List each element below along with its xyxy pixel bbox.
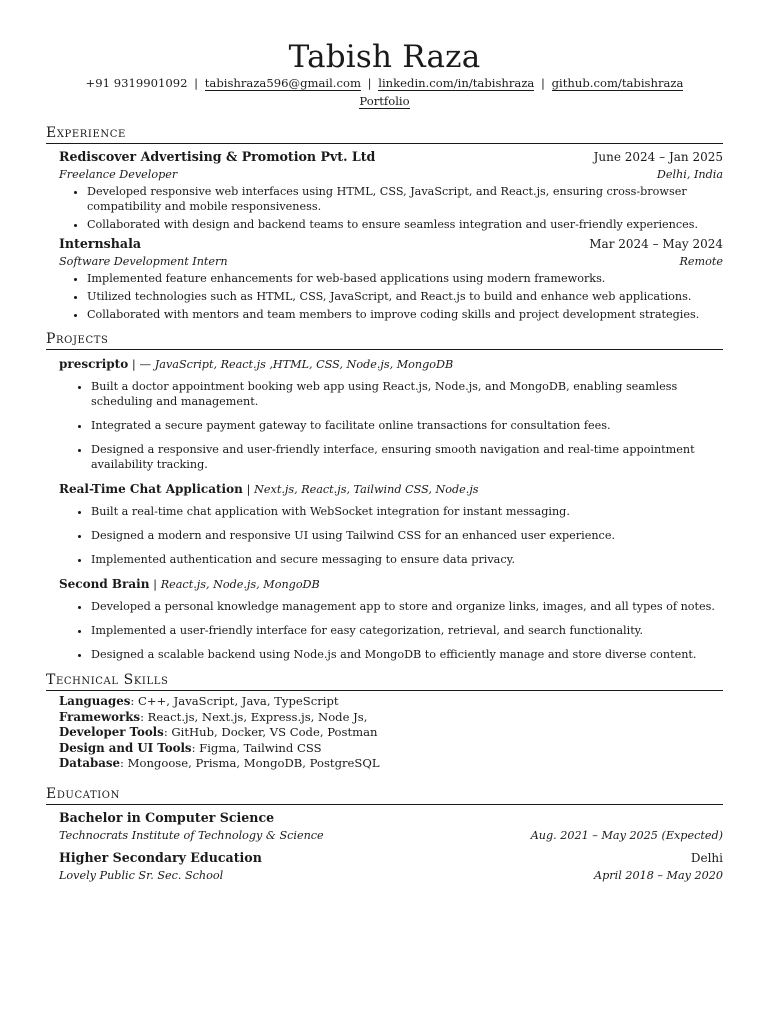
skill-value: : Mongoose, Prisma, MongoDB, PostgreSQL: [120, 756, 380, 770]
bullet-item: • Designed a modern and responsive UI using Tailwind CSS for an enhanced user experience.: [91, 528, 723, 543]
resume-page: [46, 40, 723, 884]
degree-name: Bachelor in Computer Science: [59, 809, 275, 825]
project-bullets: [59, 599, 723, 662]
project-bullets: [59, 379, 723, 472]
education-section-title: Education: [46, 785, 723, 805]
skills-section-title: Technical Skills: [46, 671, 723, 691]
job-location: Delhi, India: [656, 168, 723, 181]
project-entry: [46, 481, 723, 567]
skill-value: : React.js, Next.js, Express.js, Node Js,: [140, 709, 368, 724]
degree-name: Higher Secondary Education: [59, 849, 262, 865]
education-dates: Aug. 2021 – May 2025 (Expected): [530, 828, 723, 842]
skill-row: [59, 710, 723, 726]
project-bullets: [59, 504, 723, 567]
project-heading: [59, 576, 723, 593]
skill-label: Developer Tools: [59, 725, 164, 739]
bullet-item: • Built a doctor appointment booking web app using React.js, Node.js, and MongoDB, enabling seamless scheduling and management.: [91, 379, 723, 409]
skill-value: : C++, JavaScript, Java, TypeScript: [130, 694, 339, 708]
contact-line: [46, 74, 723, 110]
school-name: Lovely Public Sr. Sec. School: [59, 868, 224, 882]
project-heading: [59, 481, 723, 498]
company-name: Rediscover Advertising & Promotion Pvt. Ltd: [59, 149, 376, 164]
education-location: Delhi: [690, 850, 723, 865]
project-separator: |: [246, 482, 251, 496]
portfolio-link[interactable]: Portfolio: [359, 94, 410, 108]
skill-row: [59, 756, 723, 772]
bullet-item: • Collaborated with design and backend teams to ensure seamless integration and user-friendly experiences.: [87, 217, 723, 232]
skill-label: Database: [59, 756, 121, 770]
bullet-item: • Developed a personal knowledge management app to store and organize links, images, and all types of notes.: [91, 599, 723, 614]
project-tech: JavaScript, React.js ,HTML, CSS, Node.js, MongoDB: [154, 358, 454, 371]
experience-entry: [46, 148, 723, 232]
experience-entry: [46, 235, 723, 322]
phone-number: +91 9319901092: [85, 76, 188, 90]
job-role: Freelance Developer: [59, 168, 178, 181]
project-heading: [59, 356, 723, 373]
job-location: Remote: [679, 255, 723, 268]
skill-label: Languages: [59, 694, 131, 708]
linkedin-link[interactable]: linkedin.com/in/tabishraza: [378, 76, 535, 90]
skill-label: Frameworks: [59, 709, 141, 724]
school-name: Technocrats Institute of Technology & Science: [59, 828, 324, 842]
candidate-name: Tabish Raza: [288, 39, 481, 75]
contact-separator: |: [367, 76, 372, 90]
project-name: Second Brain: [59, 577, 150, 591]
job-dates: June 2024 – Jan 2025: [593, 150, 723, 164]
project-separator: |: [153, 577, 158, 591]
project-entry: [46, 576, 723, 662]
skill-value: : GitHub, Docker, VS Code, Postman: [163, 725, 378, 739]
project-name: Real-Time Chat Application: [59, 482, 243, 496]
email-link[interactable]: tabishraza596@gmail.com: [204, 76, 361, 90]
skills-list: [46, 694, 723, 772]
project-name: prescripto: [59, 357, 129, 371]
bullet-item: • Implemented authentication and secure messaging to ensure data privacy.: [91, 552, 723, 567]
company-name: Internshala: [59, 236, 142, 251]
projects-section-title: Projects: [46, 330, 723, 350]
project-tech: React.js, Node.js, MongoDB: [160, 578, 320, 591]
skill-value: : Figma, Tailwind CSS: [191, 740, 322, 755]
bullet-item: • Developed responsive web interfaces using HTML, CSS, JavaScript, and React.js, ensuring cross-browser compatibility and mobile responsiveness.: [87, 184, 723, 214]
education-entry: [46, 809, 723, 844]
project-tech: Next.js, React.js, Tailwind CSS, Node.js: [254, 483, 479, 496]
bullet-item: • Integrated a secure payment gateway to facilitate online transactions for consultation fees.: [91, 418, 723, 433]
education-dates: April 2018 – May 2020: [594, 868, 723, 882]
project-entry: [46, 356, 723, 472]
bullet-item: • Collaborated with mentors and team members to improve coding skills and project development strategies.: [87, 307, 723, 322]
bullet-item: • Utilized technologies such as HTML, CSS, JavaScript, and React.js to build and enhance web applications.: [87, 289, 723, 304]
bullet-item: • Built a real-time chat application with WebSocket integration for instant messaging.: [91, 504, 723, 519]
project-separator: | —: [131, 357, 152, 371]
skill-row: [59, 741, 723, 757]
education-entry: [46, 849, 723, 884]
contact-separator: |: [541, 76, 545, 90]
job-bullets: [59, 184, 723, 232]
github-link[interactable]: github.com/tabishraza: [551, 76, 684, 90]
job-bullets: [59, 271, 723, 322]
bullet-item: • Implemented feature enhancements for web-based applications using modern frameworks.: [87, 271, 723, 286]
bullet-item: • Designed a responsive and user-friendly interface, ensuring smooth navigation and real-time appointment availability tracking.: [91, 442, 723, 472]
skill-row: [59, 725, 723, 741]
contact-separator: |: [194, 76, 199, 90]
job-dates: Mar 2024 – May 2024: [589, 237, 723, 251]
skill-label: Design and UI Tools: [59, 740, 192, 755]
bullet-item: • Designed a scalable backend using Node.js and MongoDB to efficiently manage and store diverse content.: [91, 647, 723, 662]
bullet-item: • Implemented a user-friendly interface for easy categorization, retrieval, and search functionality.: [91, 623, 723, 638]
experience-section-title: Experience: [46, 124, 723, 144]
skill-row: [59, 694, 723, 710]
job-role: Software Development Intern: [59, 255, 228, 268]
